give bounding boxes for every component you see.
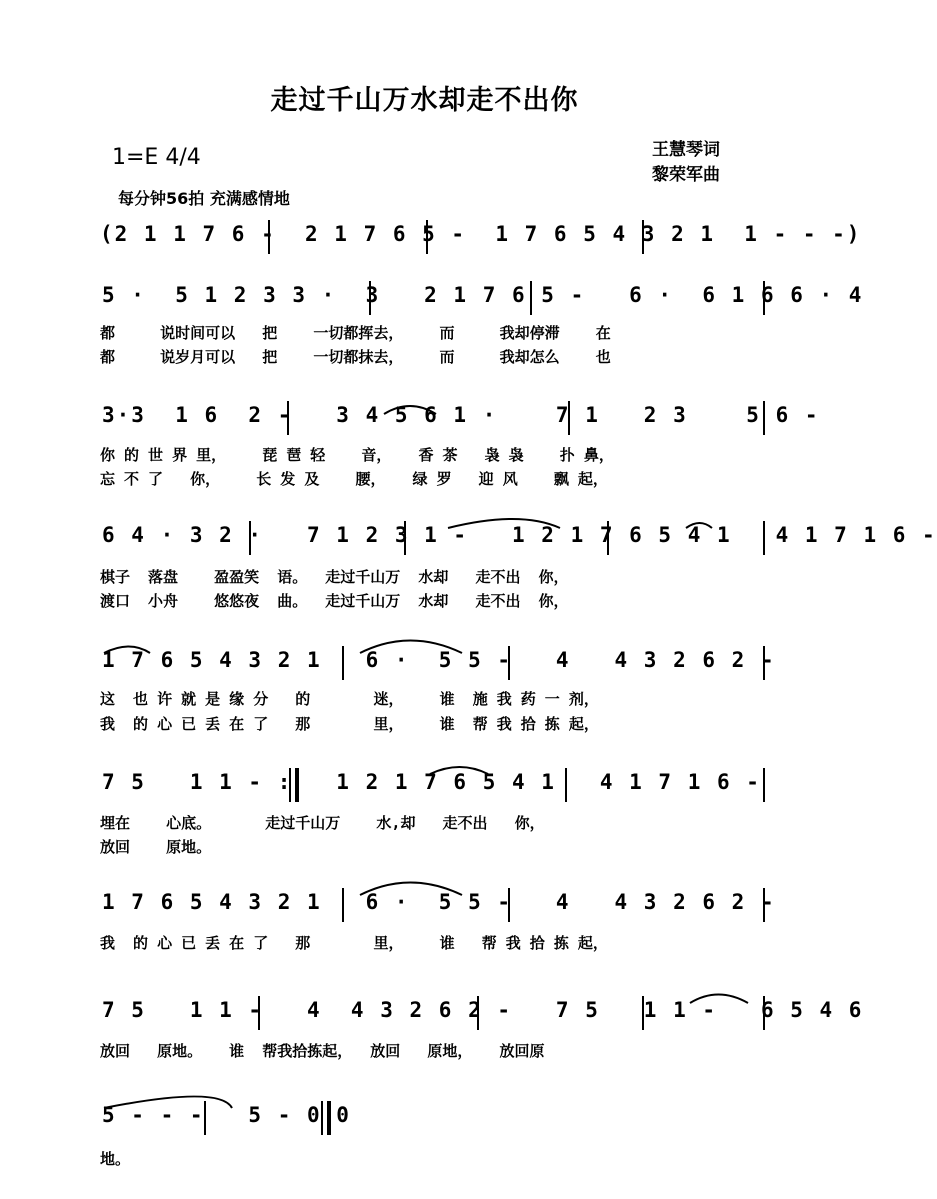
staff-system-3 [96, 523, 937, 557]
notes-row: 6 4 · 3 2 · 7 1 2 3 1 - 1 2 1 7 6 5 4 1 4 1 7 1 6 - [102, 523, 937, 547]
lyric-line: 棋子 落盘 盈盈笑 语。 走过千山万 水却 走不出 你， [100, 568, 569, 586]
staff-system-intro [96, 222, 862, 256]
notes-row: 1 7 6 5 4 3 2 1 6 · 5 5 - 4 4 3 2 6 2 - [102, 890, 776, 914]
lyric-line: 地。 [100, 1150, 131, 1168]
lyric-line: 埋在 心底。 走过千山万 水,却 走不出 你， [100, 814, 545, 832]
lyric-line: 放回 原地。 [100, 838, 212, 856]
page-title: 走过千山万水却走不出你 [270, 85, 579, 116]
lyric-line: 都 说时间可以 把 一切都挥去， 而 我却停滞 在 [100, 324, 611, 342]
lyric-line: 我 的 心 已 丢 在 了 那 里， 谁 帮 我 拾 拣 起， [100, 934, 608, 952]
staff-system-1 [96, 283, 864, 317]
staff-system-6 [96, 890, 780, 924]
staff-system-7 [96, 998, 864, 1032]
lyric-line: 我 的 心 已 丢 在 了 那 里， 谁 帮 我 拾 拣 起， [100, 715, 599, 733]
notes-row: 1 7 6 5 4 3 2 1 6 · 5 5 - 4 4 3 2 6 2 - [102, 648, 776, 672]
lyric-line: 放回 原地。 谁 帮我拾拣起， 放回 原地， 放回原 [100, 1042, 545, 1060]
notes-row: (2 1 1 7 6 - 2 1 7 6 5 - 1 7 6 5 4 3 2 1 1 - - -) [100, 222, 862, 246]
staff-system-2 [96, 403, 820, 437]
notes-row: 7 5 1 1 - 4 4 3 2 6 2 - 7 5 1 1 - 6 5 4 6 [102, 998, 864, 1022]
lyric-line: 都 说岁月可以 把 一切都抹去， 而 我却怎么 也 [100, 348, 611, 366]
staff-system-5 [96, 770, 780, 804]
lyric-line: 这 也 许 就 是 缘 分 的 迷， 谁 施 我 药 一 剂， [100, 690, 599, 708]
notes-row: 5 · 5 1 2 3 3 · 3 2 1 7 6 5 - 6 · 6 1 6 6 · 4 [102, 283, 864, 307]
notes-row: 3·3 1 6 2 - 3 4 5 6 1 · 7 1 2 3 5 6 - [102, 403, 820, 427]
notes-row: 5 - - - 5 - 0 0 [102, 1103, 351, 1127]
composer-credit: 黎荣军曲 [652, 165, 720, 185]
staff-system-8 [96, 1103, 780, 1137]
staff-system-4 [96, 648, 780, 682]
lyric-line: 忘 不 了 你， 长 发 及 腰， 绿 罗 迎 风 飘 起， [100, 470, 608, 488]
lyric-line: 渡口 小舟 悠悠夜 曲。 走过千山万 水却 走不出 你， [100, 592, 569, 610]
notes-row: 7 5 1 1 - : 1 2 1 7 6 5 4 1 4 1 7 1 6 - [102, 770, 761, 794]
tempo-marking: 每分钟56拍 充满感情地 [118, 189, 290, 208]
lyricist-credit: 王慧琴词 [652, 140, 720, 160]
lyric-line: 你 的 世 界 里， 琵 琶 轻 音， 香 茶 袅 袅 扑 鼻， [100, 446, 614, 464]
key-signature: 1=E 4/4 [112, 145, 201, 170]
